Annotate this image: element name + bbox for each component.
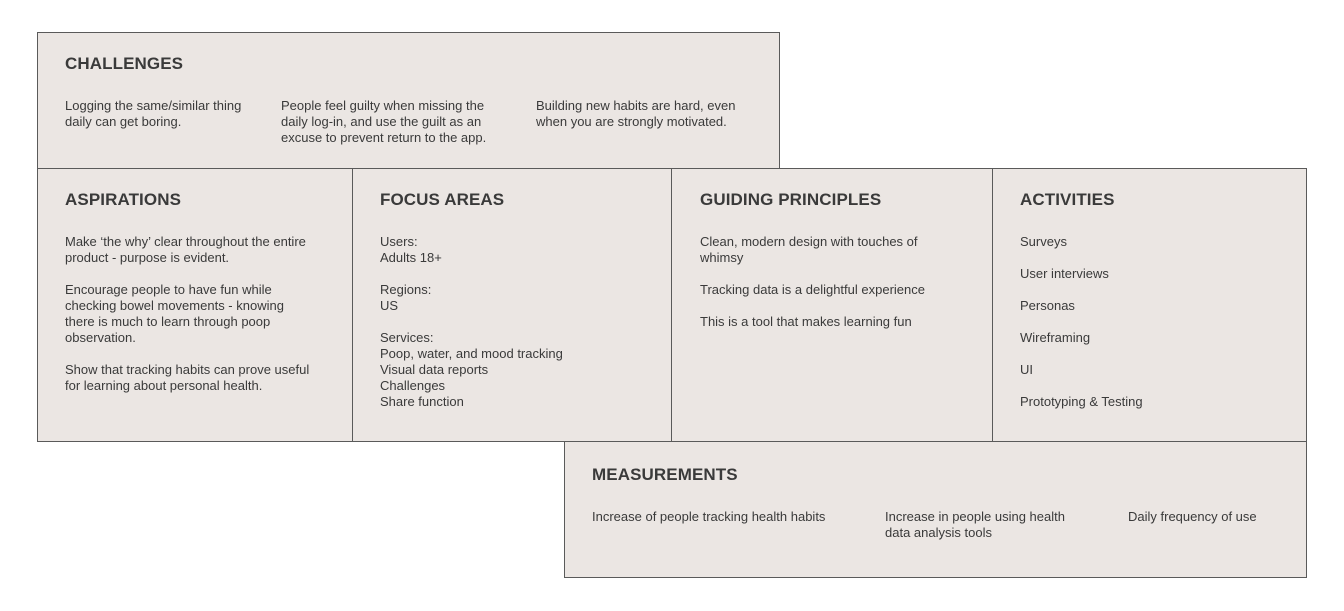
challenges-card — [37, 32, 780, 169]
service-item: Visual data reports — [380, 362, 489, 377]
measurement-item: Increase in people using health data analysis tools — [885, 509, 1065, 540]
service-item: Challenges — [380, 378, 446, 393]
measurement-item: Daily frequency of use — [1128, 509, 1257, 524]
challenge-item: People feel guilty when missing the daily log-in, and use the guilt as an excuse to prevent return to the app. — [281, 98, 487, 145]
guiding-principles-list — [700, 234, 970, 346]
guiding-principles-card — [671, 168, 993, 442]
guiding-principles-title: GUIDING PRINCIPLES — [700, 190, 882, 209]
principle-item: This is a tool that makes learning fun — [700, 314, 912, 329]
activity-item: User interviews — [1020, 266, 1109, 281]
focus-areas-card — [352, 168, 672, 442]
activity-item: Surveys — [1020, 234, 1067, 249]
service-item: Poop, water, and mood tracking — [380, 346, 563, 361]
users-value: Adults 18+ — [380, 250, 442, 265]
regions-label: Regions: — [380, 282, 432, 297]
measurements-title: MEASUREMENTS — [592, 465, 738, 484]
service-item: Share function — [380, 394, 464, 409]
activities-title: ACTIVITIES — [1020, 190, 1115, 209]
aspirations-card — [37, 168, 353, 442]
aspiration-item: Show that tracking habits can prove useful for learning about personal health. — [65, 362, 310, 393]
measurement-item: Increase of people tracking health habits — [592, 509, 826, 524]
activity-item: Prototyping & Testing — [1020, 394, 1143, 409]
aspirations-list — [65, 234, 335, 410]
regions-value: US — [380, 298, 399, 313]
aspirations-title: ASPIRATIONS — [65, 190, 182, 209]
activity-item: Wireframing — [1020, 330, 1091, 345]
activity-item: Personas — [1020, 298, 1075, 313]
measurements-card — [564, 441, 1307, 578]
principle-item: Clean, modern design with touches of whimsy — [700, 234, 918, 265]
aspiration-item: Encourage people to have fun while checking bowel movements - knowing there is much to learn through poop observation. — [65, 282, 284, 345]
activities-card — [992, 168, 1307, 442]
activities-list — [1020, 234, 1280, 426]
challenges-title: CHALLENGES — [65, 54, 184, 73]
focus-areas-title: FOCUS AREAS — [380, 190, 505, 209]
aspiration-item: Make ‘the why’ clear throughout the entire product - purpose is evident. — [65, 234, 306, 265]
activity-item: UI — [1020, 362, 1033, 377]
principle-item: Tracking data is a delightful experience — [700, 282, 925, 297]
focus-areas-list — [380, 234, 660, 410]
challenge-item: Building new habits are hard, even when you are strongly motivated. — [536, 98, 736, 129]
users-label: Users: — [380, 234, 418, 249]
challenge-item: Logging the same/similar thing daily can get boring. — [65, 98, 242, 129]
services-label: Services: — [380, 330, 434, 345]
